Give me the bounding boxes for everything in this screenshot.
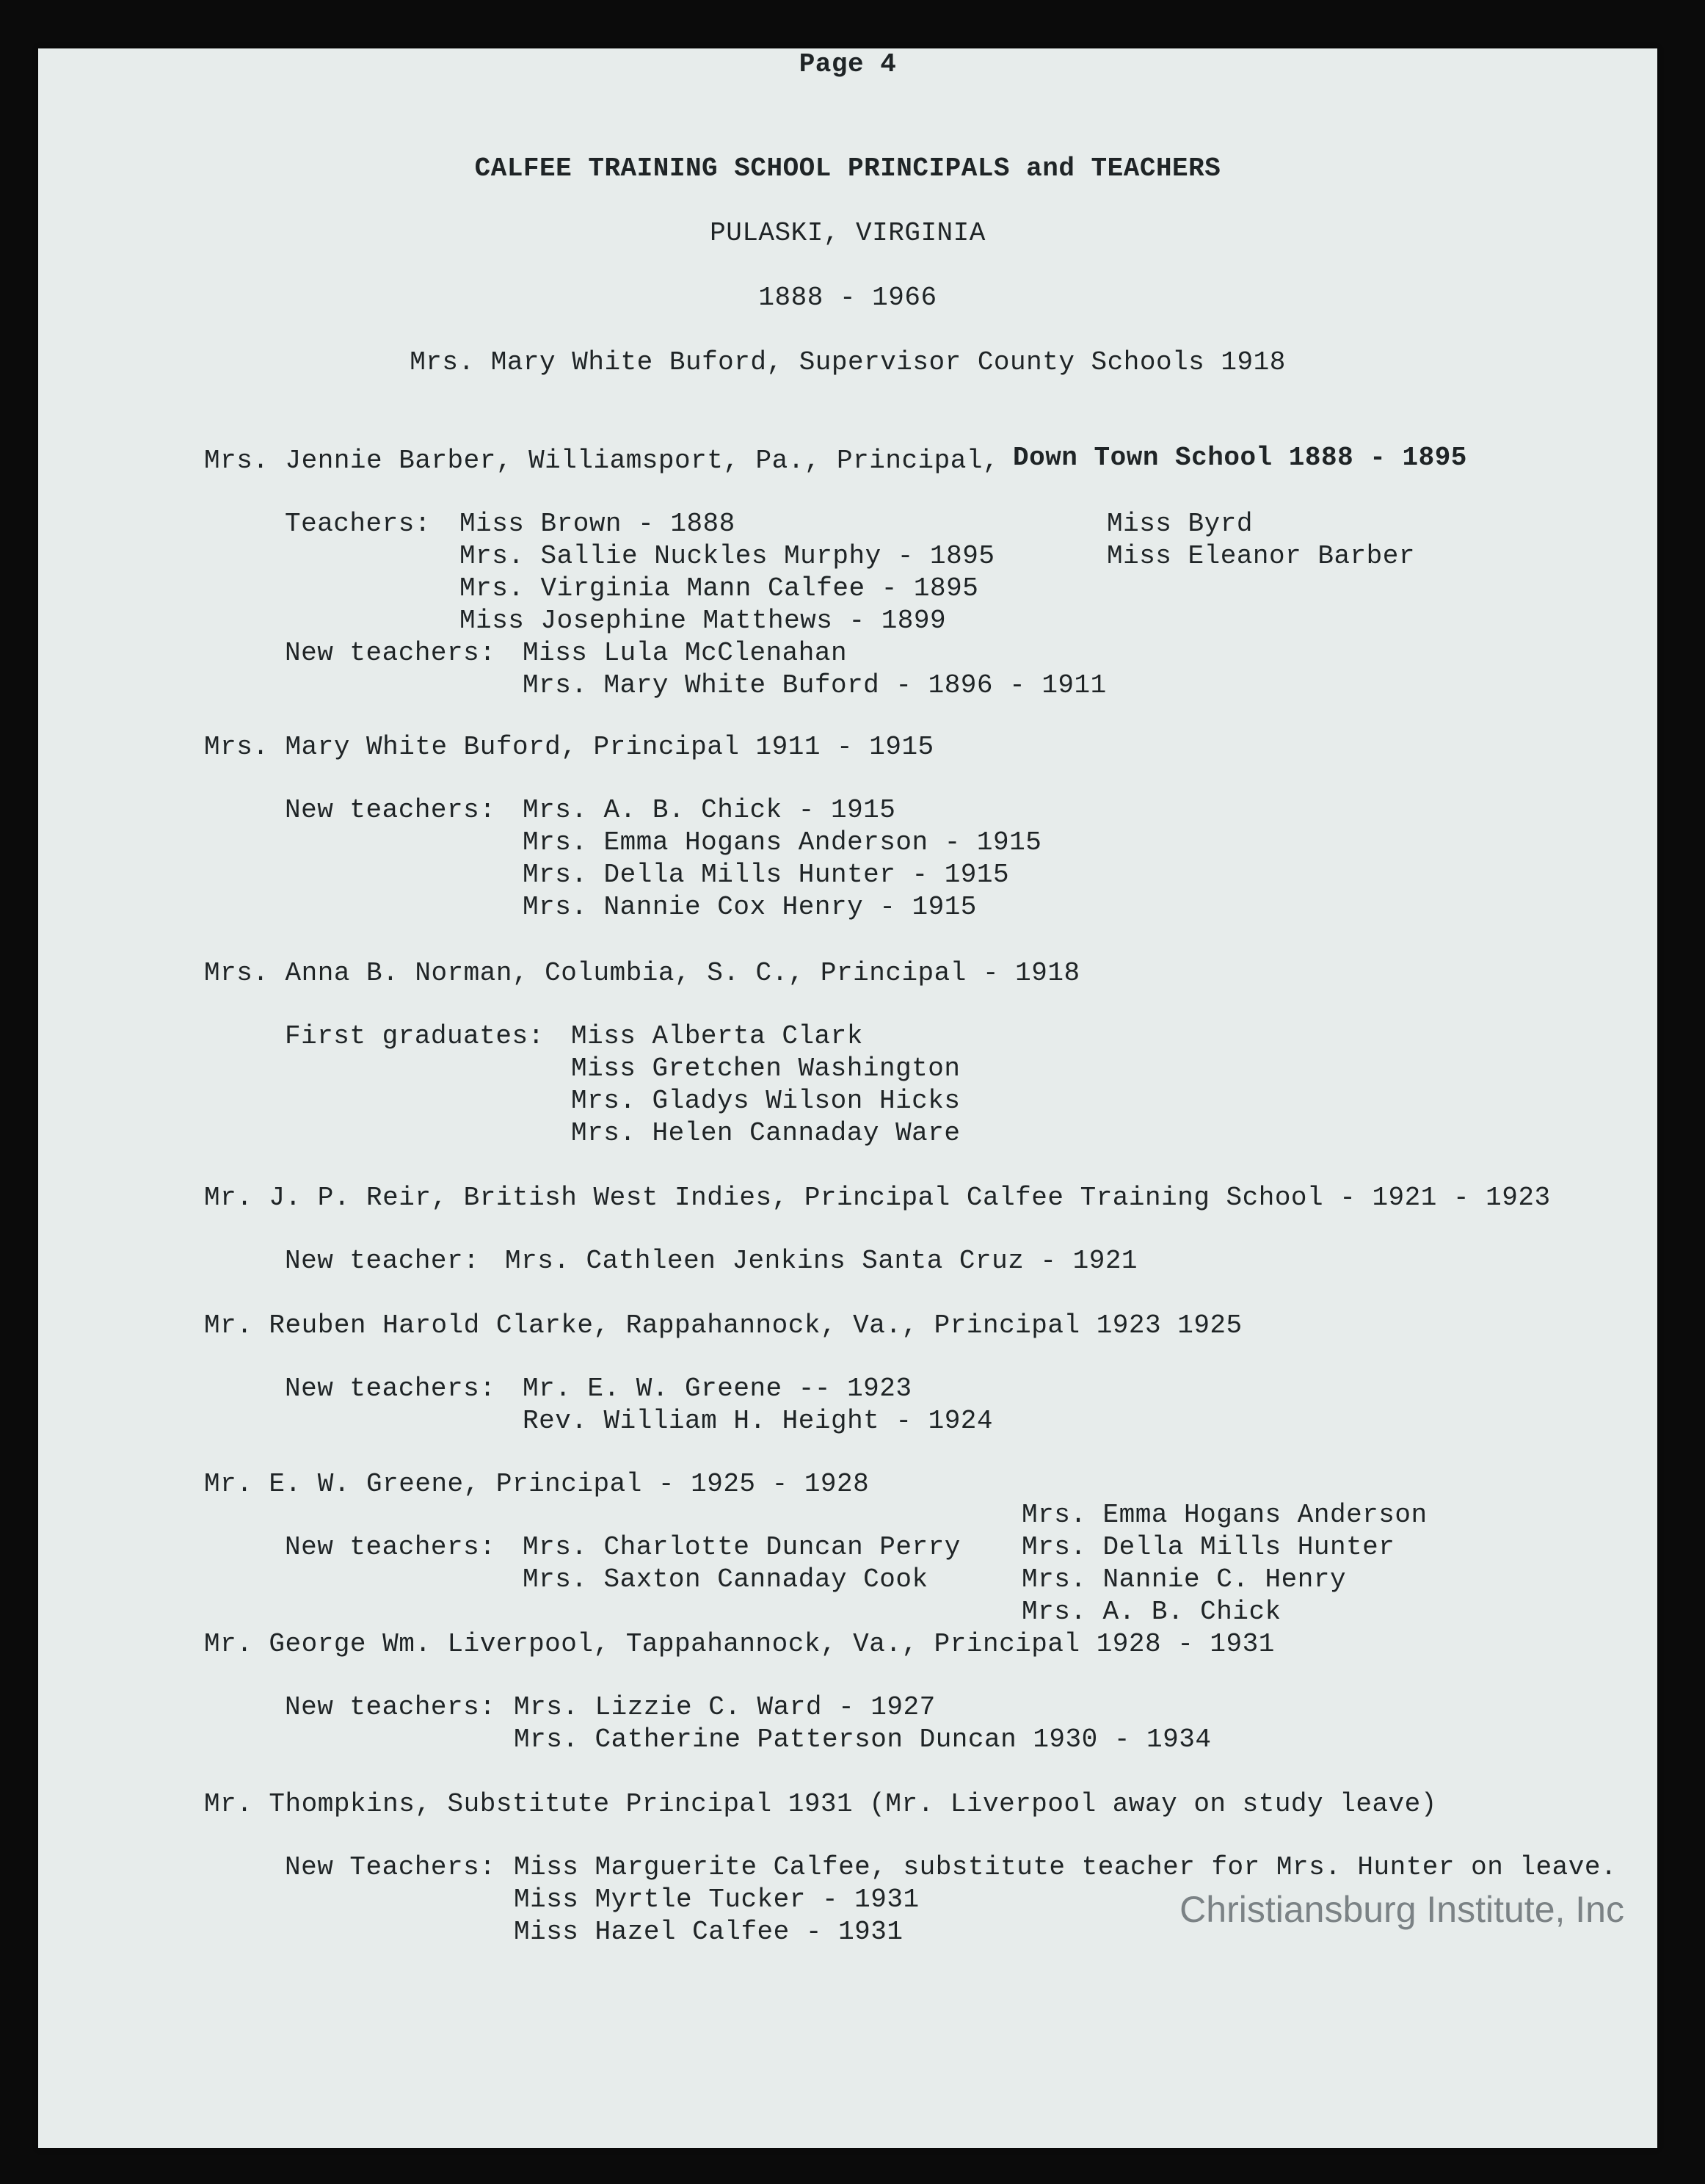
new-teachers-label: New teacher: — [285, 1246, 480, 1276]
watermark: Christiansburg Institute, Inc — [1179, 1889, 1624, 1930]
teachers-label: Teachers: — [285, 509, 431, 539]
list-item: Mrs. Della Mills Hunter - 1915 — [523, 860, 1010, 890]
list-item: Miss Brown - 1888 — [459, 509, 735, 539]
list-item: Miss Lula McClenahan — [523, 638, 848, 668]
list-item: Miss Alberta Clark — [571, 1021, 863, 1051]
first-graduates-label: First graduates: — [285, 1021, 545, 1051]
list-item: Mrs. Nannie Cox Henry - 1915 — [523, 892, 977, 922]
section-heading: Mrs. Mary White Buford, Principal 1911 - 1915 — [204, 732, 934, 762]
list-item: Rev. William H. Height - 1924 — [523, 1406, 994, 1436]
section-heading: Mr. Thompkins, Substitute Principal 1931 (Mr. Liverpool away on study leave) — [204, 1789, 1437, 1819]
section-heading-note: Down Town School 1888 - 1895 — [1013, 443, 1467, 473]
section-heading: Mr. Reuben Harold Clarke, Rappahannock, Va., Principal 1923 1925 — [204, 1310, 1243, 1340]
section-heading: Mr. J. P. Reir, British West Indies, Principal Calfee Training School - 1921 - 1923 — [204, 1183, 1551, 1213]
list-item: Miss Hazel Calfee - 1931 — [514, 1917, 904, 1947]
list-item: Miss Marguerite Calfee, substitute teacher for Mrs. Hunter on leave. — [514, 1852, 1618, 1882]
list-item: Mrs. Emma Hogans Anderson - 1915 — [523, 827, 1042, 857]
supervisor-line: Mrs. Mary White Buford, Supervisor County Schools 1918 — [410, 347, 1286, 377]
list-item: Mrs. Nannie C. Henry — [1022, 1564, 1347, 1595]
list-item: Mrs. Sallie Nuckles Murphy - 1895 — [459, 541, 995, 571]
document-years: 1888 - 1966 — [758, 283, 937, 313]
list-item: Miss Gretchen Washington — [571, 1053, 961, 1084]
list-item: Mrs. Emma Hogans Anderson — [1022, 1500, 1428, 1530]
list-item: Miss Eleanor Barber — [1107, 541, 1415, 571]
list-item: Mr. E. W. Greene -- 1923 — [523, 1374, 912, 1404]
new-teachers-label: New teachers: — [285, 638, 496, 668]
new-teachers-label: New teachers: — [285, 795, 496, 825]
list-item: Miss Myrtle Tucker - 1931 — [514, 1884, 920, 1915]
document-title: CALFEE TRAINING SCHOOL PRINCIPALS and TEACHERS — [474, 153, 1221, 184]
list-item: Mrs. Cathleen Jenkins Santa Cruz - 1921 — [505, 1246, 1138, 1276]
list-item: Mrs. A. B. Chick - 1915 — [523, 795, 896, 825]
document-location: PULASKI, VIRGINIA — [710, 218, 986, 248]
new-teachers-label: New teachers: — [285, 1374, 496, 1404]
section-heading: Mrs. Jennie Barber, Williamsport, Pa., Principal, — [204, 446, 1000, 476]
document-page — [38, 48, 1657, 2148]
list-item: Mrs. Saxton Cannaday Cook — [523, 1564, 928, 1595]
list-item: Miss Byrd — [1107, 509, 1253, 539]
new-teachers-label: New Teachers: — [285, 1852, 496, 1882]
list-item: Mrs. Catherine Patterson Duncan 1930 - 1934 — [514, 1724, 1212, 1755]
list-item: Mrs. Gladys Wilson Hicks — [571, 1086, 961, 1116]
section-heading: Mr. E. W. Greene, Principal - 1925 - 1928 — [204, 1469, 870, 1499]
list-item: Mrs. Helen Cannaday Ware — [571, 1118, 961, 1148]
list-item: Mrs. Lizzie C. Ward - 1927 — [514, 1692, 936, 1722]
list-item: Mrs. Mary White Buford - 1896 - 1911 — [523, 670, 1107, 700]
list-item: Mrs. Charlotte Duncan Perry — [523, 1532, 961, 1562]
list-item: Miss Josephine Matthews - 1899 — [459, 606, 947, 636]
section-heading: Mrs. Anna B. Norman, Columbia, S. C., Principal - 1918 — [204, 958, 1080, 988]
new-teachers-label: New teachers: — [285, 1692, 496, 1722]
new-teachers-label: New teachers: — [285, 1532, 496, 1562]
list-item: Mrs. Della Mills Hunter — [1022, 1532, 1395, 1562]
section-heading: Mr. George Wm. Liverpool, Tappahannock, Va., Principal 1928 - 1931 — [204, 1629, 1275, 1659]
page-number: Page 4 — [799, 49, 897, 79]
list-item: Mrs. Virginia Mann Calfee - 1895 — [459, 573, 979, 603]
list-item: Mrs. A. B. Chick — [1022, 1597, 1282, 1627]
